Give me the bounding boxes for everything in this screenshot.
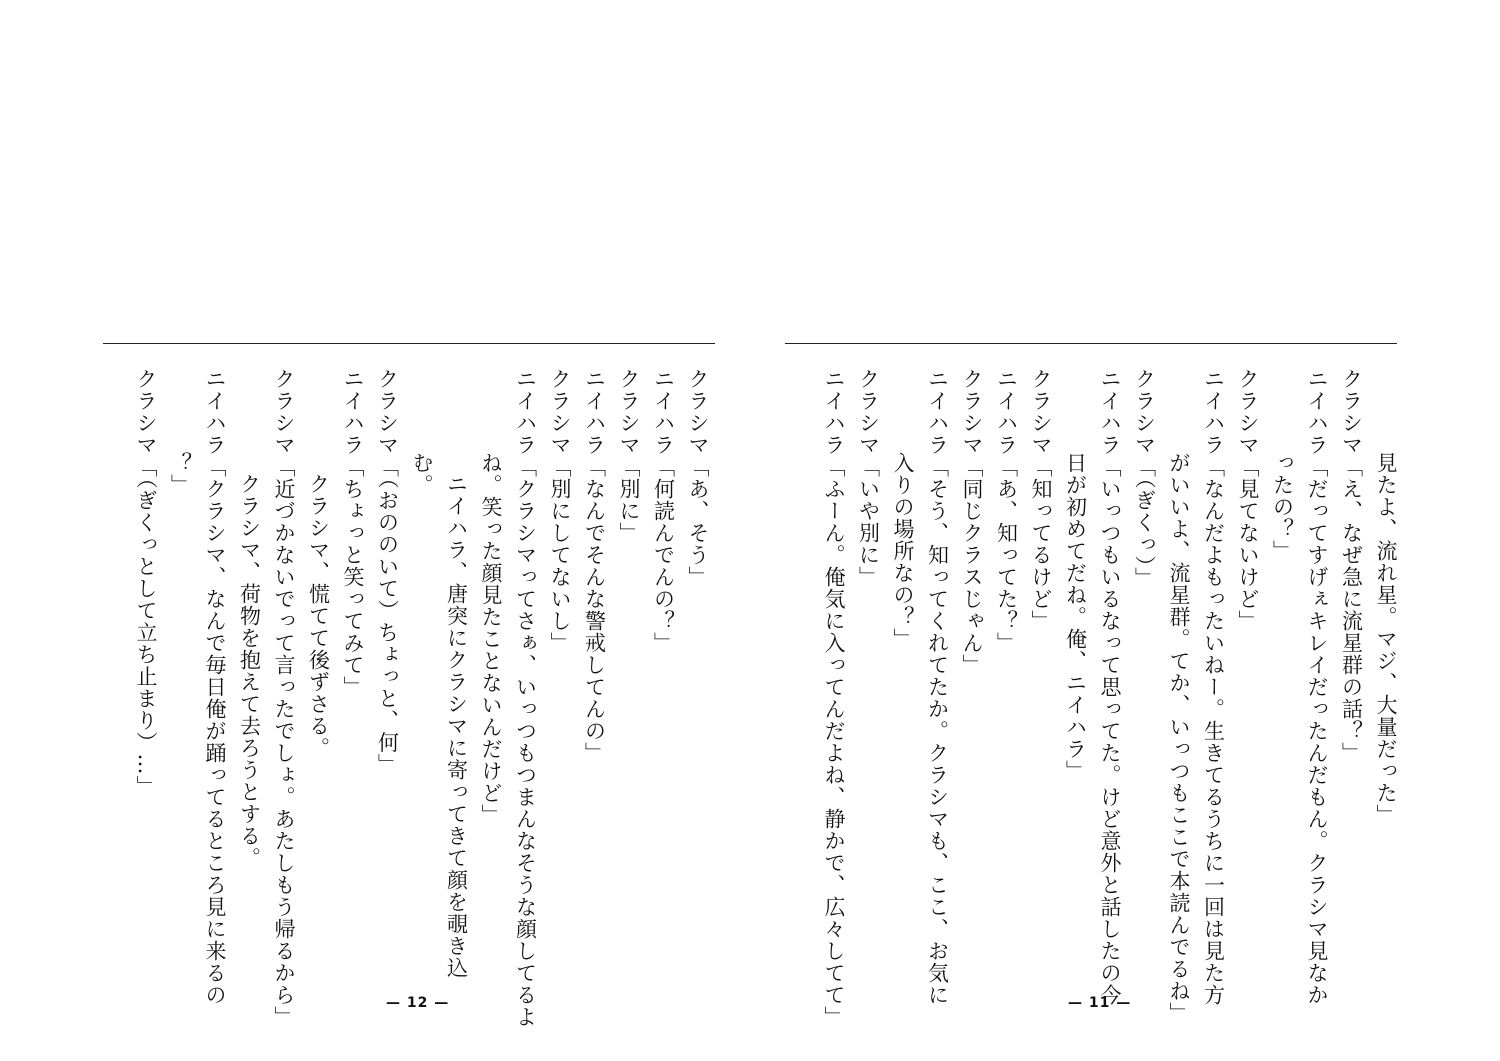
script-line: ニイハラ「何読んでんの？」 xyxy=(651,368,676,654)
script-line: ニイハラ「だってすげぇキレイだったんだもん。クラシマ見なか xyxy=(1305,368,1329,1006)
top-rule xyxy=(785,343,1397,344)
script-line: 入りの場所なの？」 xyxy=(891,452,915,650)
script-line: クラシマ「（ぎくっとして立ち止まり）…」 xyxy=(134,368,158,798)
script-line: クラシマ「あ、そう」 xyxy=(686,368,710,588)
script-line: 日が初めてだね。俺、ニイハラ」 xyxy=(1063,452,1088,782)
script-line: ニイハラ「なんでそんな警戒してんの」 xyxy=(582,368,607,764)
page-number: — 11 — xyxy=(1068,995,1132,1011)
script-line: クラシマ「同じクラスじゃん」 xyxy=(960,368,984,676)
script-line: ニイハラ「あ、知ってた？」 xyxy=(994,368,1019,654)
script-line: クラシマ「知ってるけど」 xyxy=(1029,368,1053,632)
script-line: クラシマ、慌てて後ずさる。 xyxy=(306,473,331,759)
script-line: ニイハラ「ちょっと笑ってみて」 xyxy=(341,368,365,698)
script-line: ？」 xyxy=(168,452,193,496)
script-line: がいいよ、流星群。てか、いっつもここで本読んでるね」 xyxy=(1167,452,1191,1024)
script-line: クラシマ「え、なぜ急に流星群の話？」 xyxy=(1339,368,1364,764)
script-line: クラシマ「見てないけど」 xyxy=(1236,368,1260,632)
script-line: クラシマ「いや別に」 xyxy=(856,368,881,588)
script-line: ニイハラ「ふーん。俺気に入ってんだよね、静かで、広々してて」 xyxy=(822,368,846,1028)
script-line: ニイハラ「クラシマってさぁ、いっつもつまんなそうな顔してるよ xyxy=(513,368,538,1028)
script-line: クラシマ「別にしてないし」 xyxy=(548,368,572,654)
script-line: ニイハラ「そう、知ってくれてたか。クラシマも、ここ、お気に xyxy=(925,368,950,1006)
script-line: クラシマ「（ぎくっ）」 xyxy=(1132,368,1157,589)
script-line: ニイハラ「なんだよもったいねー。生きてるうちに一回は見た方 xyxy=(1201,368,1226,1006)
script-line: クラシマ「近づかないでって言ったでしょ。あたしもう帰るから」 xyxy=(272,368,296,1028)
script-line: クラシマ、荷物を抱えて去ろうとする。 xyxy=(237,473,262,869)
script-line: クラシマ「（おののいて）ちょっと、何」 xyxy=(375,368,400,776)
script-line: 見たよ、流れ星。マジ、大量だった」 xyxy=(1374,452,1398,826)
top-rule xyxy=(103,343,715,344)
script-line: ニイハラ、唐突にクラシマに寄ってきて顔を覗き込 xyxy=(444,473,469,979)
right-page xyxy=(750,0,1500,1061)
script-line: ニイハラ「クラシマ、なんで毎日俺が踊ってるところ見に来るの xyxy=(203,368,227,1006)
script-line: ニイハラ「いっつもいるなって思ってた。けど意外と話したの今 xyxy=(1098,368,1122,1006)
script-line: クラシマ「別に」 xyxy=(617,368,641,544)
script-line: ね。笑った顔見たことないんだけど」 xyxy=(479,452,503,826)
script-line: む。 xyxy=(410,452,434,496)
script-line: ったの？」 xyxy=(1270,452,1295,562)
page-number: — 12 — xyxy=(386,995,450,1011)
